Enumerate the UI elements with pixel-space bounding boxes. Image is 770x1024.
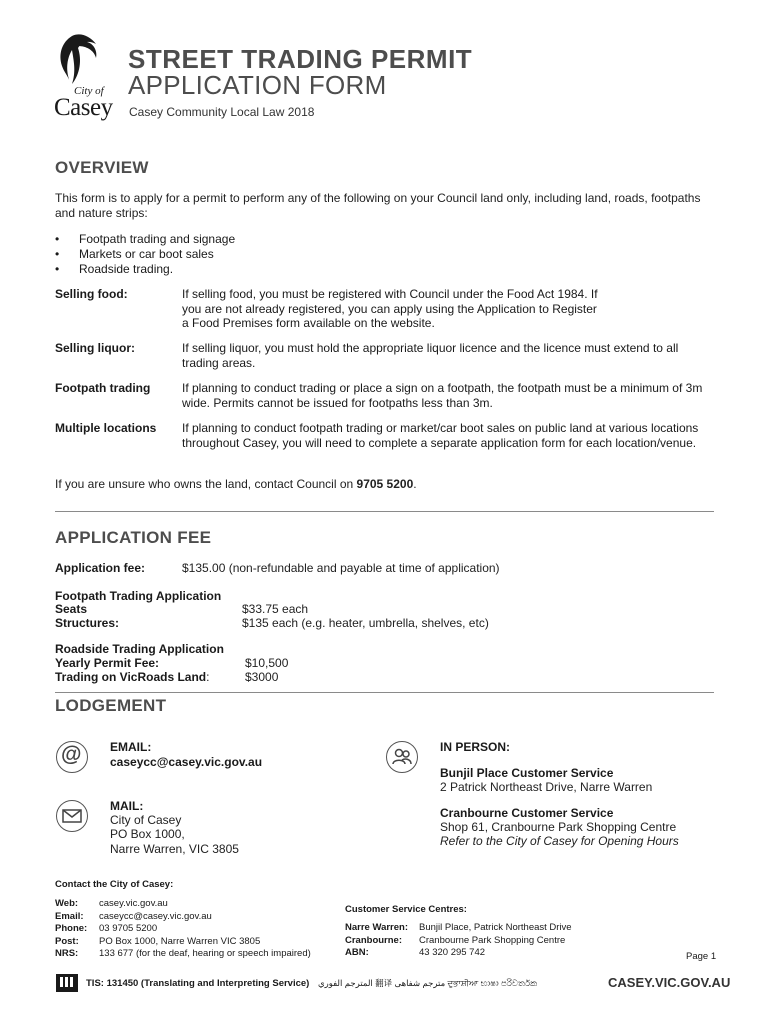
bunjil-centre-name: Bunjil Place Customer Service [440, 766, 614, 780]
cranbourne-centre-name: Cranbourne Customer Service [440, 806, 614, 820]
footpath-trading-label: Footpath trading [55, 381, 151, 395]
section-divider [55, 511, 714, 512]
centre-labels: Narre Warren: Cranbourne: ABN: [345, 922, 409, 958]
vicroads-label: Trading on VicRoads Land: [55, 670, 210, 684]
mail-icon [56, 800, 88, 832]
logo-casey-text: Casey [54, 94, 113, 121]
list-item: • Roadside trading. [55, 262, 174, 276]
centres-heading: Customer Service Centres: [345, 904, 467, 915]
tis-icon [56, 974, 78, 992]
seats-label: Seats [55, 602, 88, 616]
yearly-fee-label: Yearly Permit Fee: [55, 656, 160, 670]
selling-liquor-label: Selling liquor: [55, 341, 135, 355]
structures-label: Structures: [55, 616, 120, 630]
opening-hours-note: Refer to the City of Casey for Opening Hours [440, 834, 679, 848]
mail-line-3: Narre Warren, VIC 3805 [110, 842, 239, 856]
mail-line-1: City of Casey [110, 813, 182, 827]
contact-labels: Web: Email: Phone: Post: NRS: [55, 898, 88, 959]
mail-line-2: PO Box 1000, [110, 827, 185, 841]
application-fee-heading: APPLICATION FEE [55, 528, 212, 547]
email-icon: @ [56, 741, 88, 773]
yearly-fee-value: $10,500 [245, 656, 289, 670]
council-phone: 9705 5200 [356, 477, 414, 491]
seats-value: $33.75 each [242, 602, 309, 616]
application-fee-label: Application fee: [55, 561, 146, 575]
local-law-reference: Casey Community Local Law 2018 [129, 105, 315, 119]
in-person-label: IN PERSON: [440, 740, 511, 754]
selling-liquor-text: If selling liquor, you must hold the appropriate liquor licence and the licence must extend to all trading areas. [182, 341, 679, 370]
vicroads-value: $3000 [245, 670, 279, 684]
lodgement-heading: LODGEMENT [55, 696, 167, 715]
form-title: STREET TRADING PERMIT [128, 44, 473, 74]
selling-food-text: If selling food, you must be registered with Council under the Food Act 1984. If you are not already registered, you can apply using the Application to Register a Food Premises form available on the website. [182, 287, 598, 330]
contact-heading: Contact the City of Casey: [55, 879, 174, 890]
centre-values: Bunjil Place, Patrick Northeast Drive Cranbourne Park Shopping Centre 43 320 295 742 [419, 922, 572, 958]
form-subtitle-title: APPLICATION FORM [128, 70, 387, 100]
list-item: • Footpath trading and signage [55, 232, 236, 246]
selling-food-label: Selling food: [55, 287, 128, 301]
footpath-application-heading: Footpath Trading Application [55, 589, 222, 603]
email-link[interactable]: caseycc@casey.vic.gov.au [99, 910, 212, 922]
email-address[interactable]: caseycc@casey.vic.gov.au [110, 755, 263, 769]
bunjil-centre-address: 2 Patrick Northeast Drive, Narre Warren [440, 780, 653, 794]
section-divider [55, 692, 714, 693]
roadside-application-heading: Roadside Trading Application [55, 642, 224, 656]
overview-intro: This form is to apply for a permit to perform any of the following on your Council land only, including land, roads, footpaths and nature strips: [55, 191, 701, 220]
structures-value: $135 each (e.g. heater, umbrella, shelves, etc) [242, 616, 489, 630]
multiple-locations-label: Multiple locations [55, 421, 157, 435]
footpath-trading-text: If planning to conduct trading or place a sign on a footpath, the footpath must be a minimum of 3m wide. Permits cannot be issued for footpaths less than 3m. [182, 381, 703, 410]
page-number: Page 1 [686, 951, 717, 962]
list-item: • Markets or car boot sales [55, 247, 214, 261]
overview-heading: OVERVIEW [55, 158, 149, 177]
website-footer[interactable]: CASEY.VIC.GOV.AU [608, 975, 731, 990]
multiple-locations-text: If planning to conduct footpath trading or market/car boot sales on public land at various locations throughout Casey, you will need to complete a separate application form for each location/venue. [182, 421, 699, 450]
contact-values: casey.vic.gov.au caseycc@casey.vic.gov.au 03 9705 5200 PO Box 1000, Narre Warren VIC 3805 133 677 (for the deaf, hearing or speech impaired) [99, 898, 311, 959]
people-icon [386, 741, 418, 773]
tis-line: TIS: 131450 (Translating and Interpreting Service) المترجم الفوري 翻译 مترجم شفاهی ਦੁਭਾਸ਼ੀਆ භාෂා පරිවර්තක [86, 978, 537, 989]
application-fee-value: $135.00 (non-refundable and payable at time of application) [182, 561, 500, 575]
website-link[interactable]: casey.vic.gov.au [99, 898, 168, 909]
cranbourne-centre-address: Shop 61, Cranbourne Park Shopping Centre [440, 820, 677, 834]
email-label: EMAIL: [110, 740, 152, 754]
unsure-note: If you are unsure who owns the land, contact Council on 9705 5200. [55, 477, 417, 491]
logo-city-text: City of [74, 85, 104, 97]
mail-label: MAIL: [110, 799, 144, 813]
